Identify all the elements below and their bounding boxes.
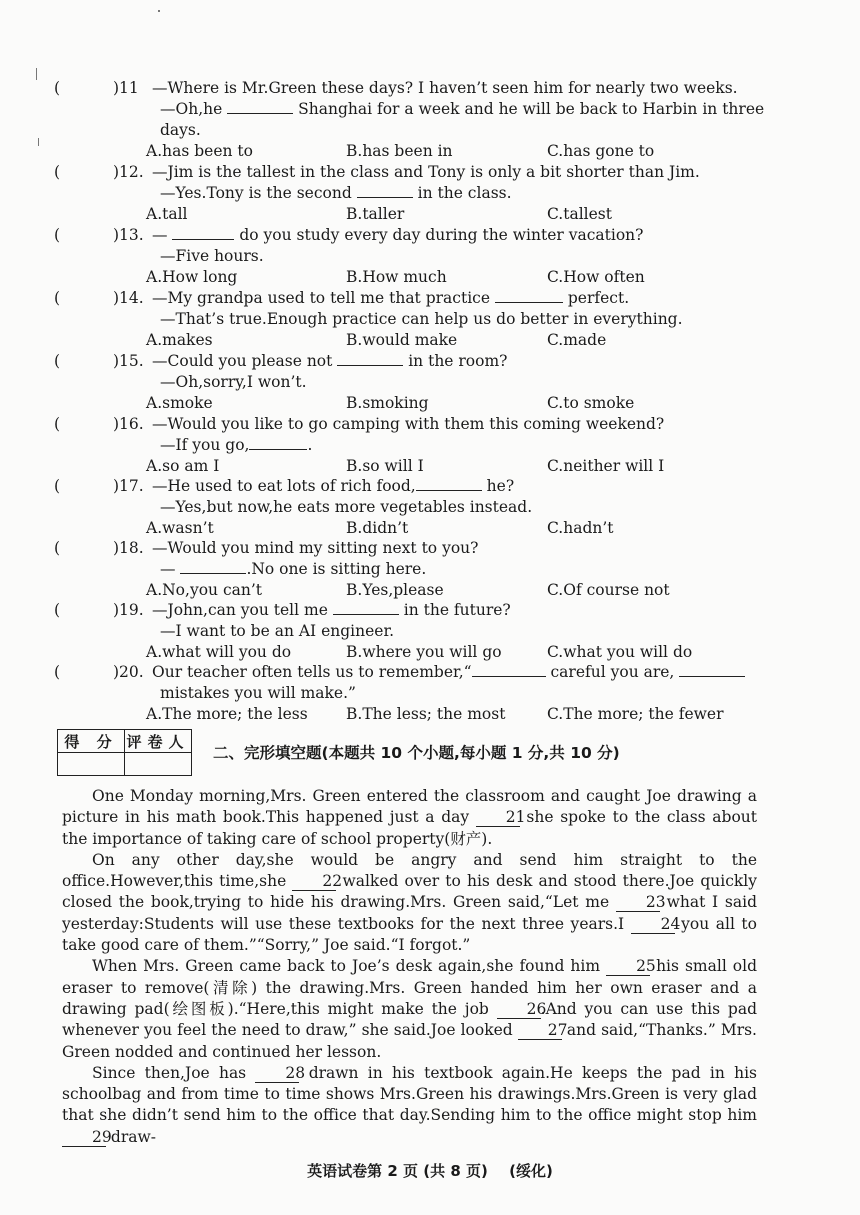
option-b: B.didn’t [346,519,409,537]
question-number: )19. [113,601,144,619]
answer-blank[interactable] [416,476,482,491]
answer-blank[interactable] [337,351,403,366]
answer-paren[interactable]: ( [54,539,61,557]
option-b: B.smoking [346,394,429,412]
cloze-blank[interactable]: 24 [631,916,675,934]
option-a: A.what will you do [146,643,292,661]
question-number: )15. [113,352,144,370]
question-number: )11 [113,79,139,97]
footer-region-label: (绥化) [509,1162,553,1180]
question-number: )14. [113,289,144,307]
score-label: 得 分 [58,730,125,753]
option-c: C.what you will do [547,643,693,661]
option-b: B.would make [346,331,458,349]
option-c: C.hadn’t [547,519,614,537]
question-line: —Jim is the tallest in the class and Tony is only a bit shorter than Jim. [152,163,700,181]
answer-blank[interactable] [679,662,745,677]
page-footer [0,1160,860,1181]
option-c: C.neither will I [547,457,665,475]
cloze-blank[interactable]: 27 [518,1022,562,1040]
answer-paren[interactable]: ( [54,289,61,307]
option-b: B.so will I [346,457,424,475]
score-table [57,729,192,776]
option-a: A.How long [146,268,238,286]
answer-blank[interactable] [472,662,546,677]
grader-cell[interactable] [125,753,192,776]
cloze-passage [62,786,757,1148]
question-line: —That’s true.Enough practice can help us do better in everything. [160,310,683,328]
option-a: A.has been to [146,142,253,160]
grader-label: 评卷人 [125,730,192,753]
option-c: C.to smoke [547,394,635,412]
cloze-blank[interactable]: 21 [476,809,520,827]
option-b: B.The less; the most [346,705,506,723]
answer-paren[interactable]: ( [54,79,61,97]
score-cell[interactable] [58,753,125,776]
answer-blank[interactable] [495,288,563,303]
option-a: A.so am I [146,457,220,475]
passage-paragraph: On any other day,she would be angry and send him straight to the office.However,this time,she 22 walked over to his desk and stood there.Joe quickly closed the book,trying to hide his drawing.Mrs. Green said,“Let me 23 what I said yesterday:Students will use these textbooks for the next three years.I 24 you all to take good care of them.”“Sorry,” Joe said.“I forgot.” [62,850,757,955]
answer-paren[interactable]: ( [54,415,61,433]
answer-blank[interactable] [333,600,399,615]
option-c: C.Of course not [547,581,670,599]
question-line: —Where is Mr.Green these days? I haven’t seen him for nearly two weeks. [152,79,738,97]
option-c: C.made [547,331,607,349]
question-line: — do you study every day during the winter vacation? [152,226,644,244]
scan-speck [158,10,160,12]
question-line: —I want to be an AI engineer. [160,622,395,640]
answer-paren[interactable]: ( [54,601,61,619]
option-c: C.tallest [547,205,612,223]
question-line: —Yes,but now,he eats more vegetables instead. [160,498,533,516]
answer-blank[interactable] [172,225,234,240]
question-line: Our teacher often tells us to remember,“ careful you are, [152,662,745,683]
question-number: )17. [113,477,144,495]
answer-paren[interactable]: ( [54,163,61,181]
option-b: B.has been in [346,142,453,160]
section-title: 二、完形填空题(本题共 10 个小题,每小题 1 分,共 10 分) [213,744,620,762]
answer-paren[interactable]: ( [54,477,61,495]
question-line: mistakes you will make.” [160,684,356,702]
option-a: A.makes [146,331,213,349]
scan-speck [36,68,37,80]
question-line: —Would you like to go camping with them this coming weekend? [152,415,665,433]
option-c: C.The more; the fewer [547,705,724,723]
cloze-blank[interactable]: 26 [497,1001,541,1019]
passage-paragraph: One Monday morning,Mrs. Green entered the classroom and caught Joe drawing a picture in his math book.This happened just a day 21 she spoke to the class about the importance of taking care of school property(财产). [62,787,757,848]
option-b: B.where you will go [346,643,502,661]
question-line: days. [160,121,201,139]
option-a: A.The more; the less [146,705,308,723]
question-line: —Could you please not in the room? [152,352,508,370]
answer-paren[interactable]: ( [54,352,61,370]
question-line: — .No one is sitting here. [160,560,427,578]
option-a: A.smoke [146,394,213,412]
answer-blank[interactable] [357,183,413,198]
footer-page-label: 英语试卷第 2 页 (共 8 页) [307,1162,488,1180]
passage-paragraph: Since then,Joe has 28 drawn in his textbook again.He keeps the pad in his schoolbag and from time to time shows Mrs.Green his drawings.Mrs.Green is very glad that she didn’t send him to the office that day.Sending him to the office might stop him 29 draw- [62,1063,758,1146]
question-number: )16. [113,415,144,433]
option-a: A.tall [146,205,188,223]
cloze-blank[interactable]: 28 [255,1065,299,1083]
cloze-blank[interactable]: 22 [292,873,336,891]
answer-blank[interactable] [180,559,246,574]
question-line: —Would you mind my sitting next to you? [152,539,479,557]
question-line: —Oh,he Shanghai for a week and he will be back to Harbin in three [160,100,765,118]
answer-paren[interactable]: ( [54,226,61,244]
option-c: C.has gone to [547,142,655,160]
question-number: )12. [113,163,144,181]
question-line: —He used to eat lots of rich food, he? [152,477,515,495]
question-line: —Five hours. [160,247,264,265]
option-c: C.How often [547,268,645,286]
passage-paragraph: When Mrs. Green came back to Joe’s desk again,she found him 25 his small old eraser to remove(清除) the drawing.Mrs. Green handed him her own eraser and a drawing pad(绘图板).“Here,this might make the job 26.And you can use this pad whenever you feel the need to draw,” she said.Joe looked 27 and said,“Thanks.” Mrs. Green nodded and continued her lesson. [62,957,758,1061]
question-number: )18. [113,539,144,557]
question-line: —My grandpa used to tell me that practice perfect. [152,289,630,307]
option-a: A.wasn’t [146,519,214,537]
scan-speck [38,138,39,146]
option-a: A.No,you can’t [146,581,263,599]
answer-paren[interactable]: ( [54,663,61,681]
cloze-blank[interactable]: 25 [606,958,650,976]
question-line: —Oh,sorry,I won’t. [160,373,307,391]
cloze-blank[interactable]: 29 [62,1129,106,1147]
question-number: )20. [113,663,144,681]
answer-blank[interactable] [227,99,293,114]
option-b: B.Yes,please [346,581,444,599]
question-number: )13. [113,226,144,244]
answer-blank[interactable] [249,435,307,450]
question-line: —If you go, . [160,436,313,454]
question-line: —Yes.Tony is the second in the class. [160,184,512,202]
question-line: —John,can you tell me in the future? [152,601,511,619]
option-b: B.taller [346,205,405,223]
option-b: B.How much [346,268,447,286]
cloze-blank[interactable]: 23 [616,894,660,912]
